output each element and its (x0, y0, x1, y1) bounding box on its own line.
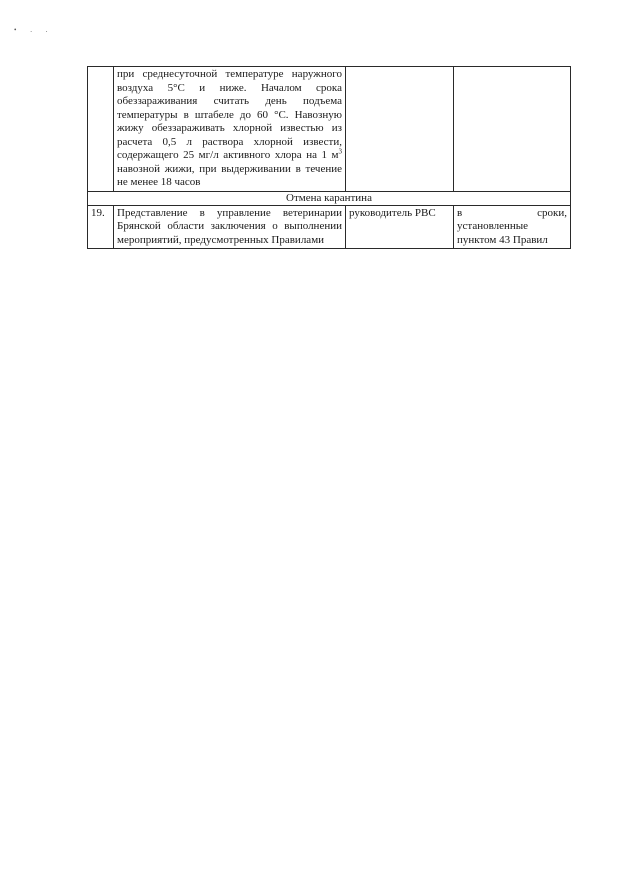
row-description-text: при среднесуточной температуре наружного воздуха 5°С и ниже. Началом срока обеззараживания считать день подъема температуры в штабеле до 60 °С. Навозную жижу обеззараживать хлорной известью из расчета 0,5 л раствора хлорной извести, содержащего 25 мг/л активного хлора на 1 м (117, 68, 342, 161)
table-row-19 (88, 205, 571, 249)
row-number-cell (88, 67, 114, 192)
scan-corner-mark: • . . (14, 26, 54, 34)
row-responsible-cell (346, 67, 454, 192)
cubic-superscript: 3 (338, 147, 342, 156)
table-row-continued (88, 67, 571, 192)
row-term-cell: в сроки, установленные пунктом 43 Правил (454, 205, 571, 249)
section-header-quarantine-lift: Отмена карантина (88, 191, 571, 205)
measures-table (87, 66, 571, 249)
row-description-tail: навозной жижи, при выдерживании в течение не менее 18 часов (117, 162, 342, 188)
row-term-cell (454, 67, 571, 192)
section-header-row (88, 191, 571, 205)
row-number-cell: 19. (88, 205, 114, 249)
row-description-cell: Представление в управление ветеринарии Брянской области заключения о выполнении мероприятий, предусмотренных Правилами (114, 205, 346, 249)
row-responsible-cell: руководитель РВС (346, 205, 454, 249)
row-description-cell (114, 67, 346, 192)
